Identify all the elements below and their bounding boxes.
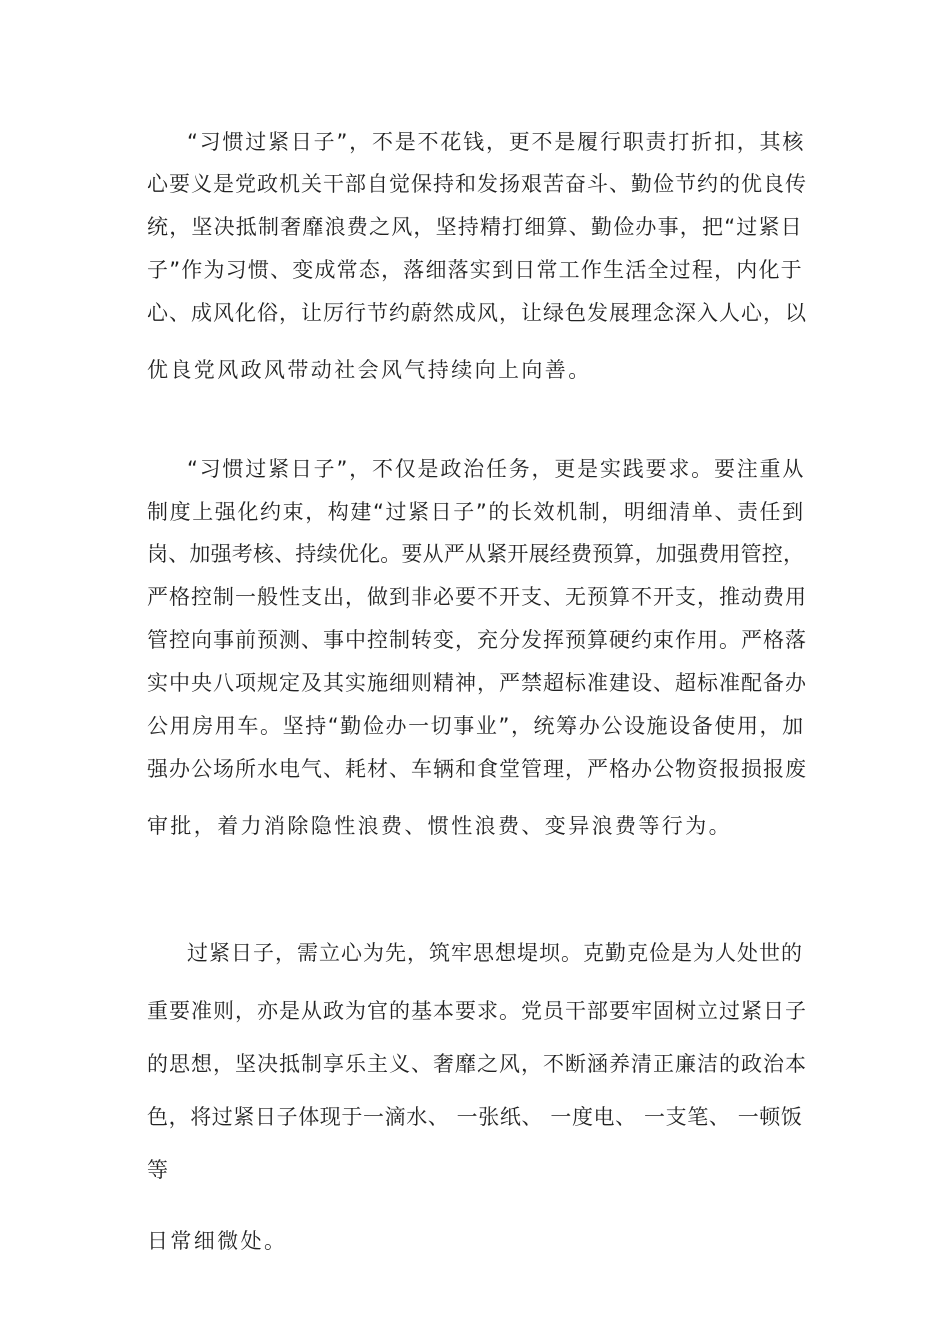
paragraph-line: 心、成风化俗，让厉行节约蔚然成风，让绿色发展理念深入人心，以 — [147, 301, 807, 325]
paragraph-line: “习惯过紧日子”，不仅是政治任务，更是实践要求。要注重从 — [187, 457, 806, 481]
paragraph-line: 强办公场所水电气、耗材、车辆和食堂管理，严格办公物资报损报废 — [147, 757, 807, 781]
paragraph-line: 过紧日子，需立心为先，筑牢思想堤坝。克勤克俭是为人处世的 — [187, 941, 803, 965]
paragraph-line: 重要准则，亦是从政为官的基本要求。党员干部要牢固树立过紧日子 — [147, 999, 807, 1023]
paragraph-line: 色，将过紧日子体现于一滴水、 一张纸、 一度电、 一支笔、 一顿饭 — [147, 1105, 803, 1129]
paragraph-line: 的思想，坚决抵制享乐主义、奢靡之风，不断涵养清正廉洁的政治本 — [147, 1052, 807, 1076]
paragraph-line: 子”作为习惯、变成常态，落细落实到日常工作生活全过程，内化于 — [147, 258, 803, 282]
paragraph-line: “习惯过紧日子”，不是不花钱，更不是履行职责打折扣，其核 — [187, 130, 806, 154]
paragraph-line: 管控向事前预测、事中控制转变，充分发挥预算硬约束作用。严格落 — [147, 628, 807, 652]
paragraph-line: 等 — [147, 1158, 171, 1182]
paragraph-line: 审批，着力消除隐性浪费、惯性浪费、变异浪费等行为。 — [147, 814, 732, 838]
paragraph-line: 公用房用车。坚持“勤俭办一切事业”，统筹办公设施设备使用，加 — [147, 714, 805, 738]
paragraph-line: 优良党风政风带动社会风气持续向上向善。 — [147, 358, 592, 382]
paragraph-line: 岗、加强考核、持续优化。要从严从紧开展经费预算，加强费用管控， — [147, 542, 805, 566]
paragraph-line: 实中央八项规定及其实施细则精神，严禁超标准建设、超标准配备办 — [147, 671, 807, 695]
paragraph-line: 制度上强化约束，构建“过紧日子”的长效机制，明细清单、责任到 — [147, 500, 805, 524]
paragraph-line: 严格控制一般性支出，做到非必要不开支、无预算不开支，推动费用 — [147, 585, 807, 609]
paragraph-line: 心要义是党政机关干部自觉保持和发扬艰苦奋斗、勤俭节约的优良传 — [147, 172, 807, 196]
paragraph-line: 统，坚决抵制奢靡浪费之风，坚持精打细算、勤俭办事，把“过紧日 — [147, 215, 803, 239]
paragraph-line: 日常细微处。 — [147, 1229, 288, 1253]
